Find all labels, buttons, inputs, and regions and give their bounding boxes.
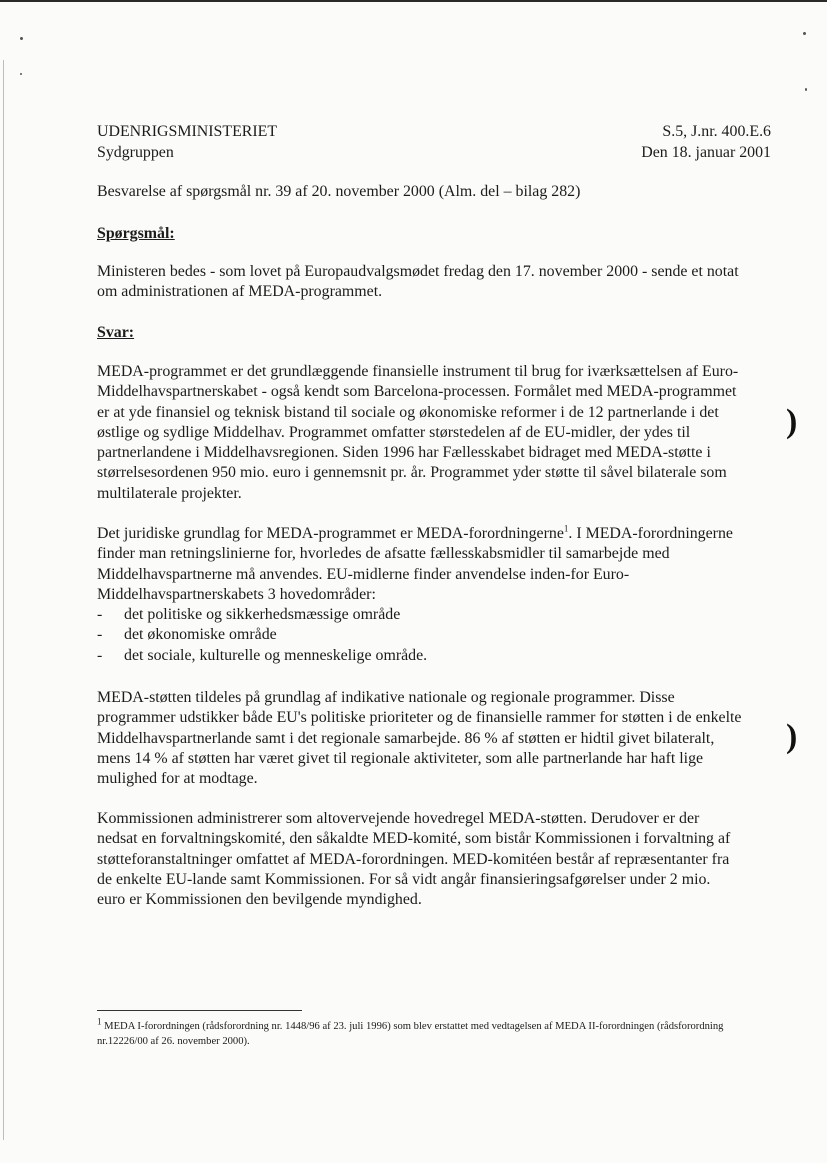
- scan-left-edge: [3, 60, 4, 1140]
- list-item: - det politiske og sikkerhedsmæssige område: [97, 605, 742, 625]
- footnote-reference: 1: [563, 523, 569, 534]
- scan-speck: [805, 88, 807, 91]
- punch-hole-mark: ): [786, 718, 798, 755]
- question-heading: [97, 224, 742, 244]
- letter-date: Den 18. januar 2001: [641, 144, 771, 161]
- scan-top-line: [0, 0, 827, 2]
- list-item: - det sociale, kulturelle og menneskelige område.: [97, 646, 742, 666]
- scan-speck: [20, 73, 22, 75]
- paragraph-2-text: Det juridiske grundlag for MEDA-programmet er MEDA-forordningerne: [97, 525, 564, 542]
- sender-block: [97, 121, 277, 163]
- main-areas-list: [97, 605, 742, 666]
- footnote-text: MEDA I-forordningen (rådsforordning nr. 1448/96 af 23. juli 1996) som blev erstattet med vedtagelsen af MEDA II-forordningen (rådsforordning nr.12226/00 af 26. november 2000).: [97, 1021, 724, 1047]
- footnote-mark: 1: [97, 1016, 102, 1027]
- punch-hole-mark: ): [786, 403, 798, 440]
- answer-paragraph-4: Kommissionen administrerer som altovervejende hovedregel MEDA-støtten. Derudover er der nedsat en forvaltningskomité, den såkaldte MED-komité, som bistår Kommissionen i forvaltning af støtteforanstaltninger omfattet af MEDA-forordningen. MED-komitéen består af repræsentanter fra de enkelte EU-lande samt Kommissionen. For så vidt angår finansieringsafgørelser under 2 mio. euro er Kommissionen den bevilgende myndighed.: [97, 810, 731, 909]
- ministry-name: UDENRIGSMINISTERIET: [97, 123, 278, 140]
- department-name: Sydgruppen: [97, 144, 174, 161]
- journal-reference: S.5, J.nr. 400.E.6: [662, 123, 771, 140]
- footnote: [97, 1016, 757, 1049]
- reference-block: [641, 121, 771, 163]
- answer-heading: [97, 323, 742, 343]
- question-heading-text: Spørgsmål:: [97, 225, 175, 242]
- question-text: Ministeren bedes - som lovet på Europaudvalgsmødet fredag den 17. november 2000 - sende et notat om administrationen af MEDA-programmet.: [97, 263, 739, 301]
- answer-paragraph-2: [97, 524, 742, 666]
- footnote-separator: [97, 1010, 302, 1011]
- answer-paragraph-1: MEDA-programmet er det grundlæggende finansielle instrument til brug for iværksættelsen af Euro-Middelhavspartnerskabet - også kendt som Barcelona-processen. Formålet med MEDA-programmet er at yde finansiel og teknisk bistand til sociale og økonomiske reformer i de 12 partnerlande i det østlige og sydlige Middelhav. Programmet omfatter størstedelen af de EU-midler, der ydes til partnerlandene i Middelhavsregionen. Siden 1996 har Fællesskabet bidraget med MEDA-støtte i størrelsesordenen 950 mio. euro i gennemsnit pr. år. Programmet yder støtte til såvel bilaterale som multilaterale projekter.: [97, 363, 739, 502]
- subject-line: Besvarelse af spørgsmål nr. 39 af 20. november 2000 (Alm. del – bilag 282): [97, 183, 581, 200]
- answer-paragraph-3: MEDA-støtten tildeles på grundlag af indikative nationale og regionale programmer. Disse programmer udstikker både EU's politiske prioriteter og de finansielle rammer for støtten i de enkelte Middelhavspartnerlande samt i det regionale samarbejde. 86 % af støtten er hidtil givet bilateralt, mens 14 % af støtten har været givet til regionale aktiviteter, som alle partnerlande har haft lige mulighed for at modtage.: [97, 689, 742, 788]
- scan-speck: [20, 37, 23, 40]
- paragraph-2-text-cont: . I MEDA-forordningerne finder man retningslinierne for, hvorledes de afsatte fællesskabsmidler til samarbejde med Middelhavspartnerne må anvendes. EU-midlerne finder anvendelse inden-for Euro-Middelhavspartnerskabets 3 hovedområder:: [97, 525, 733, 603]
- list-item: - det økonomiske område: [97, 625, 742, 645]
- scan-speck: [803, 32, 806, 35]
- answer-heading-text: Svar:: [97, 324, 135, 341]
